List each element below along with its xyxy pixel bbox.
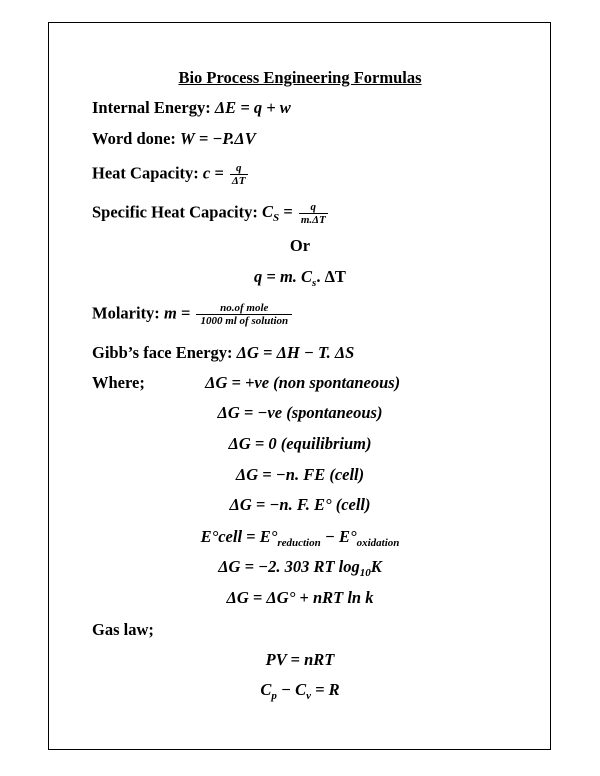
log-sub: 10	[359, 567, 371, 579]
log-formula-a: ΔG = −2. 303 RT log	[218, 557, 360, 576]
delta-g-log-formula	[0, 557, 600, 577]
gibbs-formula	[92, 343, 354, 363]
heat-capacity-label: Heat Capacity:	[92, 163, 199, 183]
heat-capacity-fraction	[230, 162, 248, 187]
work-done-rhs: = −P.ΔV	[198, 129, 256, 148]
internal-energy-lhs: ΔE	[214, 98, 237, 117]
gibbs-equation: ΔG = ΔH − T. ΔS	[236, 343, 355, 362]
cp-cv-a: C	[260, 680, 272, 699]
gas-law-label: Gas law;	[92, 620, 154, 639]
specific-heat-formula	[92, 201, 330, 226]
ecell-sub-oxidation: oxidation	[356, 537, 400, 549]
gibbs-label: Gibb’s face Energy:	[92, 343, 233, 362]
specific-heat-sub: S	[273, 212, 280, 225]
cp-sub: p	[271, 690, 277, 702]
internal-energy-rhs: = q + w	[240, 98, 291, 117]
delta-g-nfe-degree: ΔG = −n. F. E° (cell)	[229, 495, 371, 514]
q-formula-b: . ΔT	[316, 267, 346, 286]
work-done-formula	[92, 129, 256, 149]
heat-capacity-lhs: c =	[202, 163, 224, 183]
q-formula	[0, 267, 600, 287]
ideal-gas-formula: PV = nRT	[265, 650, 335, 669]
log-formula-b: K	[370, 557, 382, 576]
cv-sub: v	[306, 690, 311, 702]
ecell-sub-reduction: reduction	[277, 537, 321, 549]
q-formula-a: q = m. C	[254, 267, 313, 286]
work-done-lhs: W	[180, 129, 195, 148]
specific-heat-denominator: m.ΔT	[300, 214, 326, 226]
molarity-numerator: no.of mole	[220, 302, 269, 314]
molarity-fraction	[196, 302, 292, 327]
cp-cv-b: − C	[276, 680, 307, 699]
delta-g-negative: ΔG = −ve (spontaneous)	[217, 403, 383, 422]
ecell-formula	[0, 527, 600, 547]
specific-heat-label: Specific Heat Capacity:	[92, 202, 258, 222]
delta-g-positive: ΔG = +ve (non spontaneous)	[205, 373, 401, 392]
molarity-formula	[92, 302, 294, 327]
cp-cv-formula	[0, 680, 600, 700]
where-label: Where;	[92, 373, 145, 392]
specific-heat-lhs: C	[262, 202, 274, 222]
where-line	[92, 373, 400, 393]
internal-energy-label: Internal Energy:	[92, 98, 211, 117]
or-text: Or	[289, 236, 311, 255]
molarity-lhs: m =	[163, 303, 191, 323]
specific-heat-eq: =	[279, 202, 293, 222]
q-formula-sub: s	[312, 277, 317, 289]
page-title: Bio Process Engineering Formulas	[178, 68, 422, 87]
specific-heat-fraction	[299, 201, 328, 226]
internal-energy-formula	[92, 98, 291, 118]
delta-g-ln-formula: ΔG = ΔG° + nRT ln k	[226, 588, 374, 607]
work-done-label: Word done:	[92, 129, 176, 148]
molarity-label: Molarity:	[92, 303, 160, 323]
cp-cv-c: = R	[311, 680, 340, 699]
specific-heat-numerator: q	[310, 201, 317, 213]
delta-g-zero: ΔG = 0 (equilibrium)	[228, 434, 372, 453]
heat-capacity-denominator: ΔT	[231, 175, 246, 187]
heat-capacity-numerator: q	[235, 162, 242, 174]
delta-g-nfe: ΔG = −n. FE (cell)	[235, 465, 365, 484]
ecell-a: E°cell = E°	[200, 527, 278, 546]
molarity-denominator: 1000 ml of solution	[196, 314, 292, 327]
heat-capacity-formula	[92, 162, 250, 187]
ecell-b: − E°	[320, 527, 357, 546]
